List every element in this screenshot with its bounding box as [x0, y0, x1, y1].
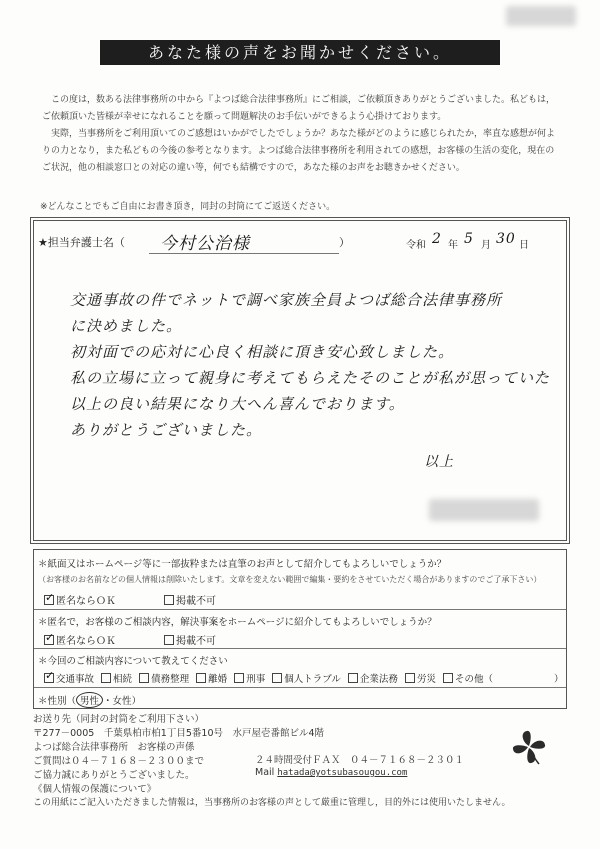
date-year: 2 — [432, 231, 442, 247]
divider — [34, 609, 566, 610]
lawyer-label: ★担当弁護士名（ — [38, 236, 125, 249]
comment-line: ありがとうございました。 — [70, 421, 263, 439]
date-era: 令和 — [406, 240, 426, 251]
option-label: 離婚 — [208, 674, 228, 685]
comment-line: に決めました。 — [70, 317, 183, 335]
option-no-publish[interactable] — [164, 632, 216, 647]
checkbox[interactable] — [101, 673, 111, 683]
gender-female[interactable]: 女性 — [112, 696, 132, 707]
lawyer-close: ） — [339, 236, 350, 249]
option-label: 債務整理 — [151, 674, 190, 685]
option-divorce[interactable] — [196, 674, 227, 685]
option-label: 個人トラブル — [284, 674, 341, 685]
question-publish-note: （お客様のお名前などの個人情報は削除いたします。文章を変えない範囲で編集・要約をさせていただく場合がありますのでご了承下さい） — [38, 575, 542, 584]
date-year-unit: 年 — [448, 240, 458, 251]
address: 〒277－0005 千葉県柏市柏1丁目5番10号 水戸屋壱番館ビル4階 — [33, 728, 325, 739]
option-label: 相続 — [113, 674, 133, 685]
checkbox[interactable] — [164, 635, 174, 645]
option-label: 匿名ならＯＫ — [56, 596, 116, 607]
redacted-signature — [429, 499, 539, 521]
option-corporate[interactable] — [348, 674, 398, 685]
comment-line: 初対面での応対に心良く相談に頂き安心致しました。 — [70, 343, 455, 361]
page-title: あなた様の声をお聞かせください。 — [100, 40, 500, 65]
survey-box — [33, 549, 567, 709]
clover-icon — [508, 726, 550, 768]
lawyer-name: 今村公治様 — [160, 234, 250, 254]
check-mark-icon: ✓ — [45, 669, 55, 682]
intro-paragraph: 実際，当事務所をご利用頂いてのご感想はいかがでしたでしょうか？あなた様がどのように感じられたか，率直な感想が何よりの力となり，また私どもの今後の参考となります。よつば総合法律事務所を利用されての感想，お客様の生活の変化，現在のご状況，他の相談窓口との対応の違い等，何でも結構ですので，あなた様のお声をお聴きかせください。 — [42, 129, 556, 173]
mail-label: Mail — [255, 767, 275, 778]
option-label: 掲載不可 — [176, 636, 216, 647]
option-criminal[interactable] — [234, 674, 265, 685]
firm-name: よつば総合法律事務所 お客様の声係 — [33, 742, 195, 753]
gender-separator: ・ — [103, 696, 113, 707]
date-day: 30 — [496, 231, 516, 247]
option-label: 労災 — [416, 674, 436, 685]
checkbox[interactable] — [405, 673, 415, 683]
intro-text — [42, 92, 562, 177]
phone: ご質問は０４－７１６８－２３００まで — [33, 756, 205, 767]
option-label: 企業法務 — [359, 674, 398, 685]
option-label: 刑事 — [246, 674, 266, 685]
question-consult-type: ＊今回のご相談内容について教えてください — [38, 656, 228, 667]
date-month: 5 — [464, 231, 474, 247]
option-traffic-accident[interactable] — [44, 669, 95, 685]
privacy-text: この用紙にご記入いただきました情報は，当事務所のお客様の声として厳重に管理し，目的外には使用いたしません。 — [33, 798, 511, 808]
option-anonymous-ok[interactable] — [44, 592, 116, 607]
checkbox[interactable] — [44, 669, 55, 683]
option-no-publish[interactable] — [164, 592, 216, 607]
redacted-label — [506, 6, 576, 26]
gender-label: ＊性別（ — [38, 696, 77, 707]
checkbox[interactable] — [44, 591, 55, 605]
checkbox[interactable] — [44, 631, 55, 645]
comment-line: 以上の良い結果になり大へん喜んでおります。 — [70, 395, 405, 413]
lawyer-underline — [149, 253, 339, 254]
gender-close: ） — [131, 696, 142, 707]
divider — [34, 687, 566, 688]
option-personal-trouble[interactable] — [272, 674, 341, 685]
question-case-publish: ＊匿名で，お客様のご相談内容，解決事案をホームページに紹介してもよろしいでしょうか？ — [38, 617, 437, 628]
gender-field — [38, 692, 141, 708]
checkbox[interactable] — [164, 595, 174, 605]
divider — [34, 648, 566, 649]
date-month-unit: 月 — [481, 240, 491, 251]
question-publish: ＊紙面又はホームページ等に一部抜粋または直筆のお声として紹介してもよろしいでしょうか？ — [38, 559, 447, 570]
check-mark-icon: ✓ — [45, 631, 55, 644]
fax: ２４時間受付ＦＡＸ ０４－７１６８－２３０１ — [255, 755, 465, 766]
option-inheritance[interactable] — [101, 674, 132, 685]
thanks: ご協力誠にありがとうございました。 — [33, 770, 195, 781]
return-note: ※どんなことでもご自由にお書き頂き，同封の封筒にてご返送ください。 — [40, 202, 336, 212]
signature: 以上 — [424, 454, 454, 470]
option-label: 交通事故 — [56, 674, 95, 685]
mail — [255, 767, 407, 778]
option-anonymous-ok[interactable] — [44, 632, 116, 647]
checkbox[interactable] — [443, 673, 453, 683]
mail-link[interactable]: hatada@yotsubasougou.com — [277, 768, 408, 778]
comment-line: 私の立場に立って親身に考えてもらえたそのことが私が思っていた — [70, 369, 551, 387]
check-mark-icon: ✓ — [45, 591, 55, 604]
date-day-unit: 日 — [519, 240, 529, 251]
checkbox[interactable] — [348, 673, 358, 683]
option-label: その他（ — [454, 674, 493, 685]
option-debt[interactable] — [139, 674, 189, 685]
checkbox[interactable] — [139, 673, 149, 683]
comment-line: 交通事故の件でネットで調べ家族全員よつば総合法律事務所 — [70, 291, 503, 309]
privacy-title: 《個人情報の保護について》 — [33, 784, 157, 795]
comment-text — [70, 287, 550, 443]
checkbox[interactable] — [234, 673, 244, 683]
intro-paragraph: この度は，数ある法律事務所の中から『よつば総合法律事務所』にご相談，ご依頼頂きありがとうございました。私どもは，ご依頼頂いた皆様が幸せになれることを願って問題解決のお手伝いができるよう心掛けております。 — [42, 95, 556, 122]
checkbox[interactable] — [272, 673, 282, 683]
send-to: お送り先（同封の封筒をご利用下さい） — [33, 714, 205, 725]
other-close: ） — [554, 674, 564, 685]
gender-male-selected[interactable]: 男性 — [76, 692, 103, 708]
option-workers-comp[interactable] — [405, 674, 436, 685]
checkbox[interactable] — [196, 673, 206, 683]
option-label: 掲載不可 — [176, 596, 216, 607]
option-other[interactable] — [443, 674, 493, 685]
consult-type-options — [44, 671, 493, 685]
option-label: 匿名ならＯＫ — [56, 636, 116, 647]
